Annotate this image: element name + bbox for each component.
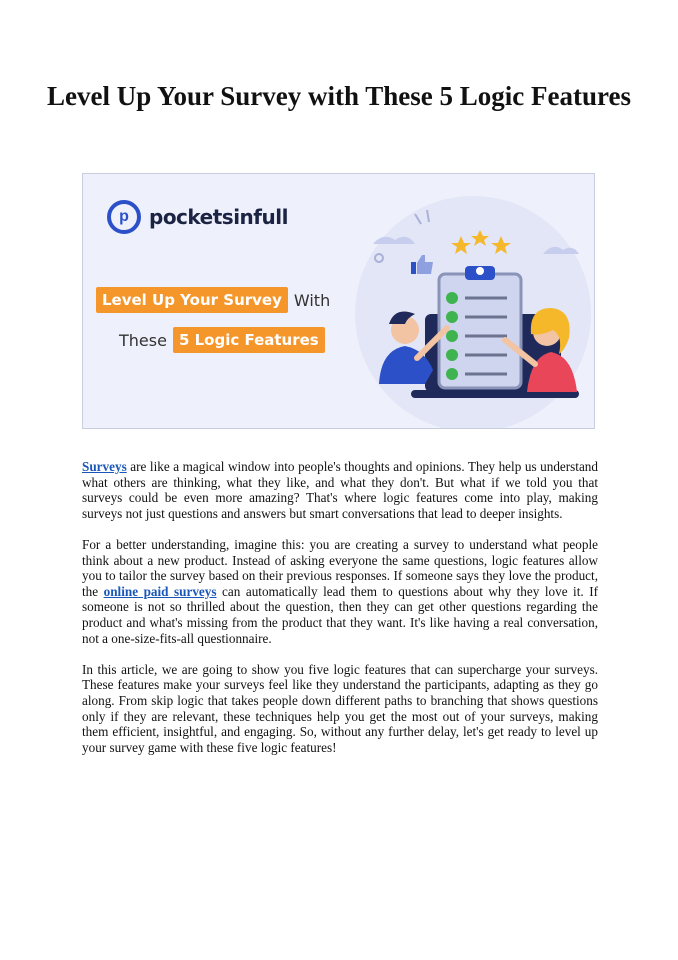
paragraph-text: can automatically lead them to questions about why they love it. If someone is not so thrilled about the question, then they can get other questions regarding the product and what's missing from the product that they want. It's like having a real conversation, not a one-size-fits-all questionnaire. [82, 583, 598, 646]
logo-p-icon: p [107, 200, 141, 234]
surveys-link[interactable]: Surveys [82, 459, 127, 474]
thumbs-up-icon [411, 262, 416, 274]
paragraph-text: For a better understanding, imagine this: you are creating a survey to understand what people think about a new product. Instead of asking everyone the same questions, logic features allow you to tailor the survey based on their previous responses. If someone says they love the product, the [82, 536, 598, 599]
banner-highlight: Level Up Your Survey [96, 287, 288, 313]
banner-highlight: 5 Logic Features [173, 327, 325, 353]
banner-text: With [293, 290, 331, 310]
brand-logo [107, 200, 288, 234]
paragraph-overview: In this article, we are going to show you five logic features that can supercharge your surveys. These features make your surveys feel like they understand the participants, adapting as they go along. From skip logic that takes people down different paths to branching that shows questions only if they are relevant, these techniques help you get the most out of your surveys, making them efficient, insightful, and engaging. So, without any further delay, let's get ready to level up your survey game with these five logic features! [82, 661, 598, 755]
banner-headline-line2 [113, 327, 325, 353]
online-paid-surveys-link[interactable]: online paid surveys [103, 583, 217, 599]
article-body [82, 459, 598, 771]
hero-banner [82, 173, 595, 429]
paragraph-text: are like a magical window into people's thoughts and opinions. They help us understand what others are thinking, what they like, and what they don't. But what if we told you that surveys could be even more amazing? That's where logic features come into play, making surveys not just questions and answers but smart conversations that lead to deeper insights. [82, 459, 598, 521]
paragraph-intro [82, 459, 598, 521]
page-title: Level Up Your Survey with These 5 Logic Features [47, 81, 631, 111]
logo-text: pocketsinfull [149, 205, 288, 229]
banner-headline-line1 [96, 287, 336, 313]
banner-text: These [119, 330, 167, 350]
paragraph-example [82, 537, 598, 646]
